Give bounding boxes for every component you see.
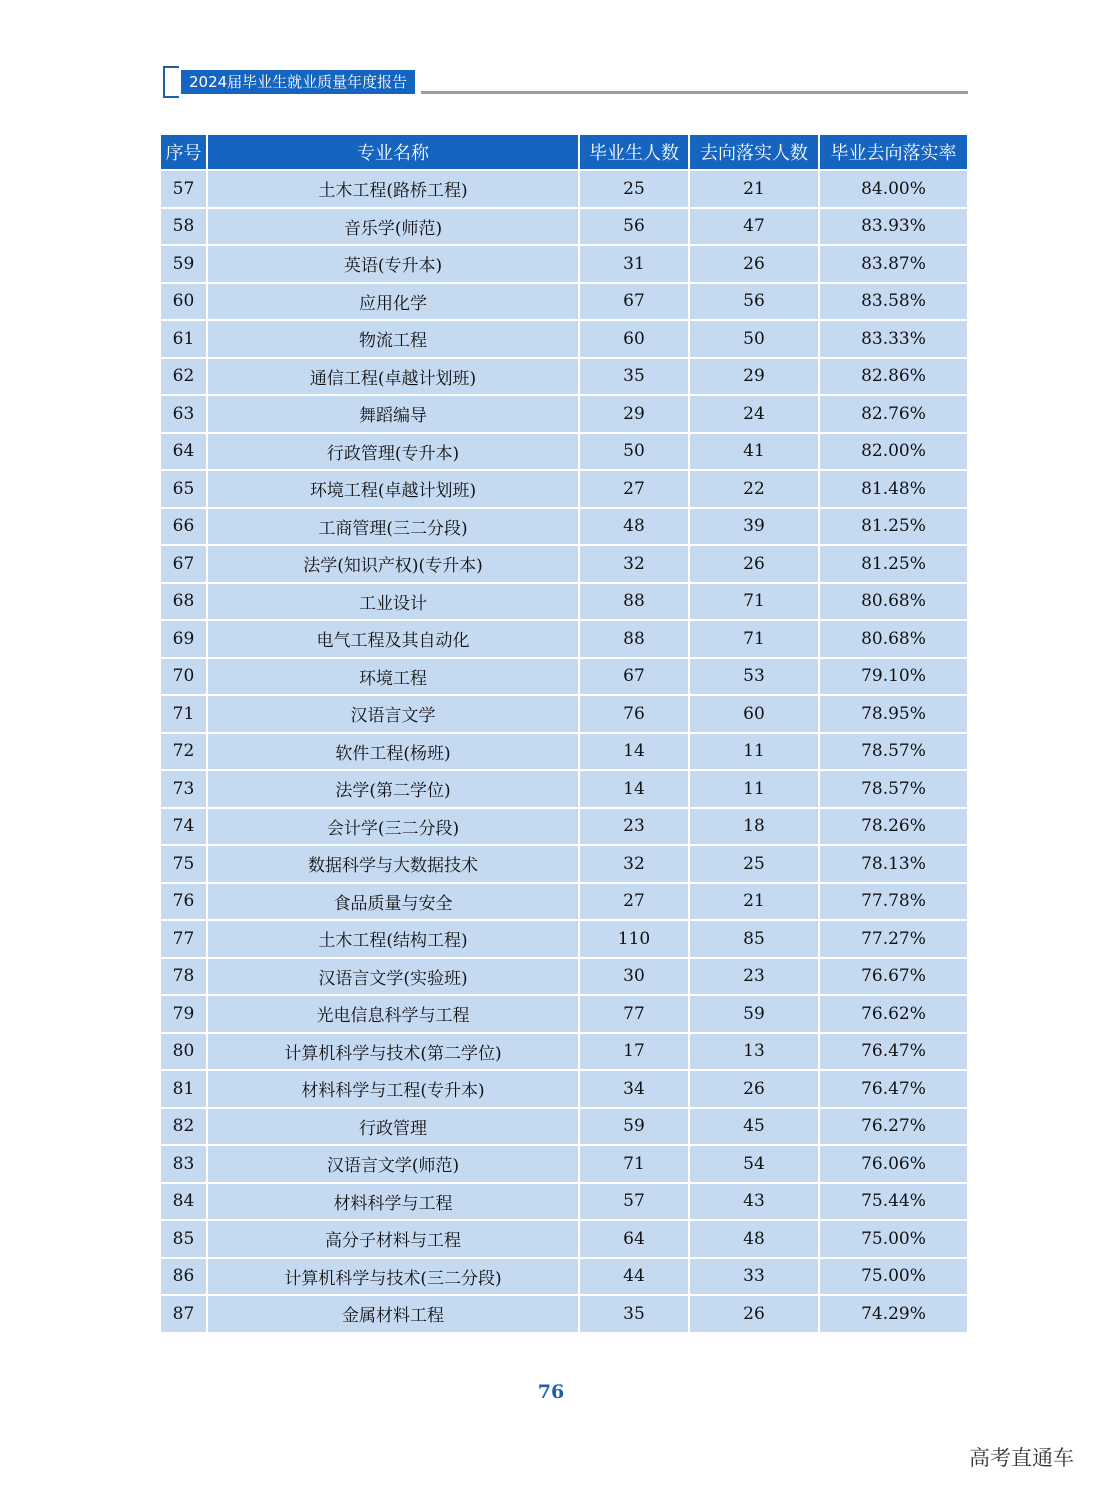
cell-rate: 80.68% [820,621,967,657]
table-row [161,734,967,770]
cell-rate: 81.25% [820,509,967,545]
cell-graduates: 56 [580,209,688,245]
table-row [161,284,967,320]
cell-graduates: 88 [580,584,688,620]
cell-major: 金属材料工程 [208,1296,578,1332]
cell-major: 电气工程及其自动化 [208,621,578,657]
page-number: 76 [537,1381,565,1403]
report-header [163,66,968,100]
cell-rate: 75.00% [820,1221,967,1257]
cell-placed: 11 [690,734,818,770]
cell-rate: 78.13% [820,846,967,882]
cell-placed: 59 [690,996,818,1032]
cell-major: 计算机科学与技术(第二学位) [208,1034,578,1070]
cell-placed: 21 [690,884,818,920]
cell-rate: 83.87% [820,246,967,282]
cell-graduates: 48 [580,509,688,545]
cell-rate: 78.26% [820,809,967,845]
cell-placed: 56 [690,284,818,320]
cell-placed: 33 [690,1259,818,1295]
table-header-row [161,135,967,169]
cell-major: 土木工程(结构工程) [208,921,578,957]
cell-rate: 82.76% [820,396,967,432]
cell-major: 高分子材料与工程 [208,1221,578,1257]
table-row [161,321,967,357]
cell-graduates: 17 [580,1034,688,1070]
table-row [161,1184,967,1220]
cell-index: 81 [161,1071,206,1107]
table-row [161,959,967,995]
cell-major: 工业设计 [208,584,578,620]
cell-index: 57 [161,171,206,207]
column-header-index: 序号 [161,135,206,169]
cell-rate: 79.10% [820,659,967,695]
cell-index: 75 [161,846,206,882]
cell-placed: 53 [690,659,818,695]
cell-major: 环境工程(卓越计划班) [208,471,578,507]
cell-placed: 71 [690,584,818,620]
cell-major: 舞蹈编导 [208,396,578,432]
cell-major: 英语(专升本) [208,246,578,282]
cell-index: 87 [161,1296,206,1332]
cell-graduates: 35 [580,359,688,395]
table-row [161,171,967,207]
cell-rate: 76.67% [820,959,967,995]
cell-placed: 50 [690,321,818,357]
cell-major: 材料科学与工程 [208,1184,578,1220]
cell-index: 82 [161,1109,206,1145]
cell-graduates: 60 [580,321,688,357]
cell-rate: 77.78% [820,884,967,920]
cell-placed: 25 [690,846,818,882]
cell-index: 64 [161,434,206,470]
cell-major: 汉语言文学 [208,696,578,732]
table-row [161,209,967,245]
cell-placed: 45 [690,1109,818,1145]
cell-placed: 48 [690,1221,818,1257]
table-row [161,359,967,395]
cell-graduates: 27 [580,884,688,920]
cell-graduates: 67 [580,284,688,320]
cell-index: 65 [161,471,206,507]
table-row [161,1296,967,1332]
cell-index: 68 [161,584,206,620]
cell-major: 行政管理 [208,1109,578,1145]
cell-index: 66 [161,509,206,545]
cell-graduates: 14 [580,734,688,770]
cell-graduates: 31 [580,246,688,282]
cell-graduates: 32 [580,846,688,882]
cell-index: 79 [161,996,206,1032]
cell-rate: 77.27% [820,921,967,957]
table-row [161,1146,967,1182]
cell-rate: 81.48% [820,471,967,507]
table-row [161,1109,967,1145]
cell-major: 土木工程(路桥工程) [208,171,578,207]
cell-graduates: 50 [580,434,688,470]
cell-rate: 76.47% [820,1034,967,1070]
table-row [161,846,967,882]
cell-graduates: 14 [580,771,688,807]
cell-index: 78 [161,959,206,995]
table-row [161,659,967,695]
cell-index: 69 [161,621,206,657]
cell-major: 光电信息科学与工程 [208,996,578,1032]
cell-rate: 84.00% [820,171,967,207]
cell-placed: 26 [690,1071,818,1107]
table-row [161,884,967,920]
cell-rate: 76.62% [820,996,967,1032]
table-row [161,1221,967,1257]
table-row [161,546,967,582]
cell-major: 通信工程(卓越计划班) [208,359,578,395]
cell-rate: 76.47% [820,1071,967,1107]
cell-rate: 76.27% [820,1109,967,1145]
cell-rate: 80.68% [820,584,967,620]
cell-index: 72 [161,734,206,770]
table-row [161,396,967,432]
table-row [161,509,967,545]
cell-major: 物流工程 [208,321,578,357]
cell-rate: 81.25% [820,546,967,582]
header-bracket-decoration [163,66,179,98]
cell-major: 数据科学与大数据技术 [208,846,578,882]
cell-major: 工商管理(三二分段) [208,509,578,545]
cell-rate: 83.93% [820,209,967,245]
table-row [161,1259,967,1295]
cell-placed: 22 [690,471,818,507]
cell-graduates: 30 [580,959,688,995]
cell-major: 汉语言文学(师范) [208,1146,578,1182]
cell-index: 71 [161,696,206,732]
cell-graduates: 110 [580,921,688,957]
cell-index: 58 [161,209,206,245]
cell-rate: 83.58% [820,284,967,320]
cell-graduates: 59 [580,1109,688,1145]
cell-index: 63 [161,396,206,432]
cell-placed: 13 [690,1034,818,1070]
cell-rate: 75.00% [820,1259,967,1295]
cell-placed: 26 [690,546,818,582]
table-row [161,246,967,282]
table-body [161,171,967,1332]
report-title: 2024届毕业生就业质量年度报告 [181,70,415,94]
cell-rate: 78.57% [820,771,967,807]
cell-index: 84 [161,1184,206,1220]
cell-major: 汉语言文学(实验班) [208,959,578,995]
table-row [161,471,967,507]
table-row [161,771,967,807]
cell-rate: 75.44% [820,1184,967,1220]
cell-graduates: 34 [580,1071,688,1107]
cell-placed: 41 [690,434,818,470]
cell-rate: 82.00% [820,434,967,470]
cell-major: 音乐学(师范) [208,209,578,245]
cell-graduates: 32 [580,546,688,582]
cell-rate: 83.33% [820,321,967,357]
table-row [161,621,967,657]
cell-placed: 18 [690,809,818,845]
cell-index: 85 [161,1221,206,1257]
cell-rate: 82.86% [820,359,967,395]
cell-graduates: 25 [580,171,688,207]
cell-major: 计算机科学与技术(三二分段) [208,1259,578,1295]
cell-rate: 76.06% [820,1146,967,1182]
cell-placed: 23 [690,959,818,995]
cell-major: 应用化学 [208,284,578,320]
cell-index: 60 [161,284,206,320]
cell-graduates: 71 [580,1146,688,1182]
cell-placed: 43 [690,1184,818,1220]
cell-index: 80 [161,1034,206,1070]
cell-major: 食品质量与安全 [208,884,578,920]
cell-placed: 24 [690,396,818,432]
cell-index: 76 [161,884,206,920]
cell-placed: 26 [690,246,818,282]
cell-placed: 60 [690,696,818,732]
cell-graduates: 35 [580,1296,688,1332]
cell-major: 法学(第二学位) [208,771,578,807]
cell-placed: 26 [690,1296,818,1332]
cell-graduates: 88 [580,621,688,657]
table-row [161,584,967,620]
cell-index: 70 [161,659,206,695]
cell-rate: 78.95% [820,696,967,732]
table-row [161,996,967,1032]
cell-index: 62 [161,359,206,395]
cell-index: 59 [161,246,206,282]
cell-index: 83 [161,1146,206,1182]
employment-rate-table [159,133,969,1334]
cell-index: 86 [161,1259,206,1295]
cell-placed: 85 [690,921,818,957]
cell-graduates: 44 [580,1259,688,1295]
column-header-placed: 去向落实人数 [690,135,818,169]
cell-placed: 71 [690,621,818,657]
cell-rate: 74.29% [820,1296,967,1332]
cell-index: 77 [161,921,206,957]
cell-major: 会计学(三二分段) [208,809,578,845]
cell-placed: 11 [690,771,818,807]
cell-placed: 47 [690,209,818,245]
table-row [161,921,967,957]
cell-major: 行政管理(专升本) [208,434,578,470]
cell-index: 73 [161,771,206,807]
cell-major: 软件工程(杨班) [208,734,578,770]
cell-graduates: 27 [580,471,688,507]
cell-major: 环境工程 [208,659,578,695]
cell-placed: 21 [690,171,818,207]
table-row [161,1034,967,1070]
cell-placed: 29 [690,359,818,395]
cell-graduates: 57 [580,1184,688,1220]
cell-graduates: 76 [580,696,688,732]
table-row [161,809,967,845]
column-header-major: 专业名称 [208,135,578,169]
table-row [161,434,967,470]
cell-graduates: 67 [580,659,688,695]
cell-placed: 54 [690,1146,818,1182]
column-header-rate: 毕业去向落实率 [820,135,967,169]
cell-graduates: 64 [580,1221,688,1257]
cell-rate: 78.57% [820,734,967,770]
table-row [161,696,967,732]
table-row [161,1071,967,1107]
cell-index: 61 [161,321,206,357]
watermark-text: 高考直通车 [969,1446,1074,1470]
cell-placed: 39 [690,509,818,545]
cell-graduates: 23 [580,809,688,845]
cell-graduates: 77 [580,996,688,1032]
column-header-graduates: 毕业生人数 [580,135,688,169]
cell-graduates: 29 [580,396,688,432]
cell-major: 法学(知识产权)(专升本) [208,546,578,582]
cell-major: 材料科学与工程(专升本) [208,1071,578,1107]
header-divider [421,91,968,94]
cell-index: 67 [161,546,206,582]
cell-index: 74 [161,809,206,845]
